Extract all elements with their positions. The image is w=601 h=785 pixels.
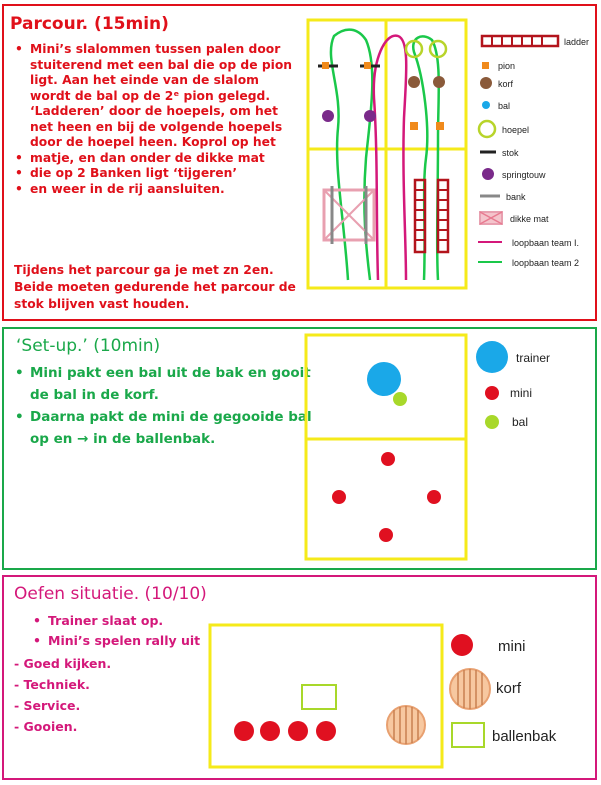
list-item: • en weer in de rij aansluiten. bbox=[12, 182, 302, 198]
legend-label: ballenbak bbox=[492, 728, 557, 745]
list-item: - Service. bbox=[14, 698, 81, 713]
legend-label: pion bbox=[498, 61, 516, 71]
mini-icon bbox=[234, 721, 254, 741]
mini-icon bbox=[379, 528, 393, 542]
legend-label: loopbaan team 2 bbox=[512, 258, 580, 268]
mini-icon bbox=[485, 386, 499, 400]
hoop-icon bbox=[479, 121, 495, 137]
parcour-legend bbox=[476, 30, 594, 270]
ladder-icon bbox=[482, 36, 558, 46]
note-line: Beide moeten gedurende het parcour de bbox=[14, 280, 296, 294]
setup-section bbox=[2, 327, 597, 570]
oefen-diagram bbox=[208, 623, 446, 771]
legend-label: bal bbox=[512, 415, 529, 429]
setup-diagram bbox=[304, 333, 470, 563]
mini-icon bbox=[427, 490, 441, 504]
list-item: - Goed kijken. bbox=[14, 656, 112, 671]
list-item: - Gooien. bbox=[14, 719, 78, 734]
cone-icon bbox=[410, 122, 418, 130]
oefen-legend bbox=[446, 625, 586, 761]
thick-mat-icon bbox=[480, 212, 502, 224]
list-item: • matje, en dan onder de dikke mat bbox=[12, 151, 302, 167]
list-item: • Mini’s spelen rally uit bbox=[30, 631, 230, 651]
trainer-icon bbox=[367, 362, 401, 396]
route-team-1 bbox=[374, 36, 406, 280]
ballbin-icon bbox=[452, 723, 484, 747]
parcour-title: Parcour. (15min) bbox=[10, 14, 169, 34]
basket-icon bbox=[450, 669, 490, 709]
legend-label: mini bbox=[510, 386, 533, 400]
ball-icon bbox=[482, 101, 490, 109]
legend-label: korf bbox=[498, 79, 514, 89]
list-item: • Mini pakt een bal uit de bak en gooit de bal in de korf. bbox=[12, 362, 312, 406]
note-line: stok blijven vast houden. bbox=[14, 297, 190, 311]
field-border bbox=[210, 625, 442, 767]
mini-icon bbox=[288, 721, 308, 741]
setup-legend bbox=[474, 339, 584, 439]
oefen-bullets bbox=[30, 611, 230, 651]
list-item: • die op 2 Banken ligt ‘tijgeren’ bbox=[12, 166, 302, 182]
parcour-note bbox=[14, 262, 304, 313]
jumprope-icon bbox=[482, 168, 494, 180]
ballbin-icon bbox=[302, 685, 336, 709]
ladder-icon bbox=[438, 180, 448, 252]
ball-icon bbox=[393, 392, 407, 406]
oefen-section bbox=[2, 575, 597, 780]
cone-icon bbox=[364, 62, 371, 69]
mini-icon bbox=[332, 490, 346, 504]
list-item: • Trainer slaat op. bbox=[30, 611, 230, 631]
legend-label: dikke mat bbox=[510, 214, 549, 224]
basket-icon bbox=[408, 76, 420, 88]
legend-label: korf bbox=[496, 680, 522, 697]
hoop-icon bbox=[430, 41, 446, 57]
legend-ladder bbox=[482, 36, 589, 47]
basket-icon bbox=[480, 77, 492, 89]
note-line: Tijdens het parcour ga je met zn 2en. bbox=[14, 263, 274, 277]
trainer-icon bbox=[476, 341, 508, 373]
mini-icon bbox=[451, 634, 473, 656]
list-item: - Techniek. bbox=[14, 677, 90, 692]
setup-bullets bbox=[12, 362, 312, 450]
legend-label: springtouw bbox=[502, 170, 546, 180]
cone-icon bbox=[322, 62, 329, 69]
parcour-section bbox=[2, 4, 597, 321]
oefen-focus-list bbox=[14, 653, 111, 737]
legend-label: hoepel bbox=[502, 125, 530, 135]
parcour-course-diagram bbox=[306, 18, 468, 290]
mini-icon bbox=[316, 721, 336, 741]
ball-icon bbox=[485, 415, 499, 429]
basket-icon bbox=[433, 76, 445, 88]
list-item: • Mini’s slalommen tussen palen door stuiterend met een bal die op de pion ligt. Aan het einde van de slalom wordt de bal op de 2ᵉ pion gelegd. ‘Ladderen’ door de hoepels, om het net heen en bij de volgende hoepels door de hoepel heen. Koprol op het bbox=[12, 42, 302, 151]
legend-label: bank bbox=[506, 192, 526, 202]
parcour-bullets bbox=[12, 42, 302, 197]
jumprope-icon bbox=[322, 110, 334, 122]
legend-label: stok bbox=[502, 148, 519, 158]
mini-icon bbox=[260, 721, 280, 741]
legend-label: loopbaan team I. bbox=[512, 238, 580, 248]
legend-label: bal bbox=[498, 101, 511, 111]
legend-label: ladder bbox=[564, 37, 590, 47]
setup-title: ‘Set-up.’ (10min) bbox=[16, 336, 161, 356]
cone-icon bbox=[436, 122, 444, 130]
basket-icon bbox=[387, 706, 425, 744]
cone-icon bbox=[482, 62, 489, 69]
list-item: • Daarna pakt de mini de gegooide bal op en → in de ballenbak. bbox=[12, 406, 312, 450]
jumprope-icon bbox=[364, 110, 376, 122]
legend-label: trainer bbox=[516, 351, 551, 365]
legend-label: mini bbox=[498, 638, 526, 655]
mini-icon bbox=[381, 452, 395, 466]
oefen-title: Oefen situatie. (10/10) bbox=[14, 584, 207, 604]
